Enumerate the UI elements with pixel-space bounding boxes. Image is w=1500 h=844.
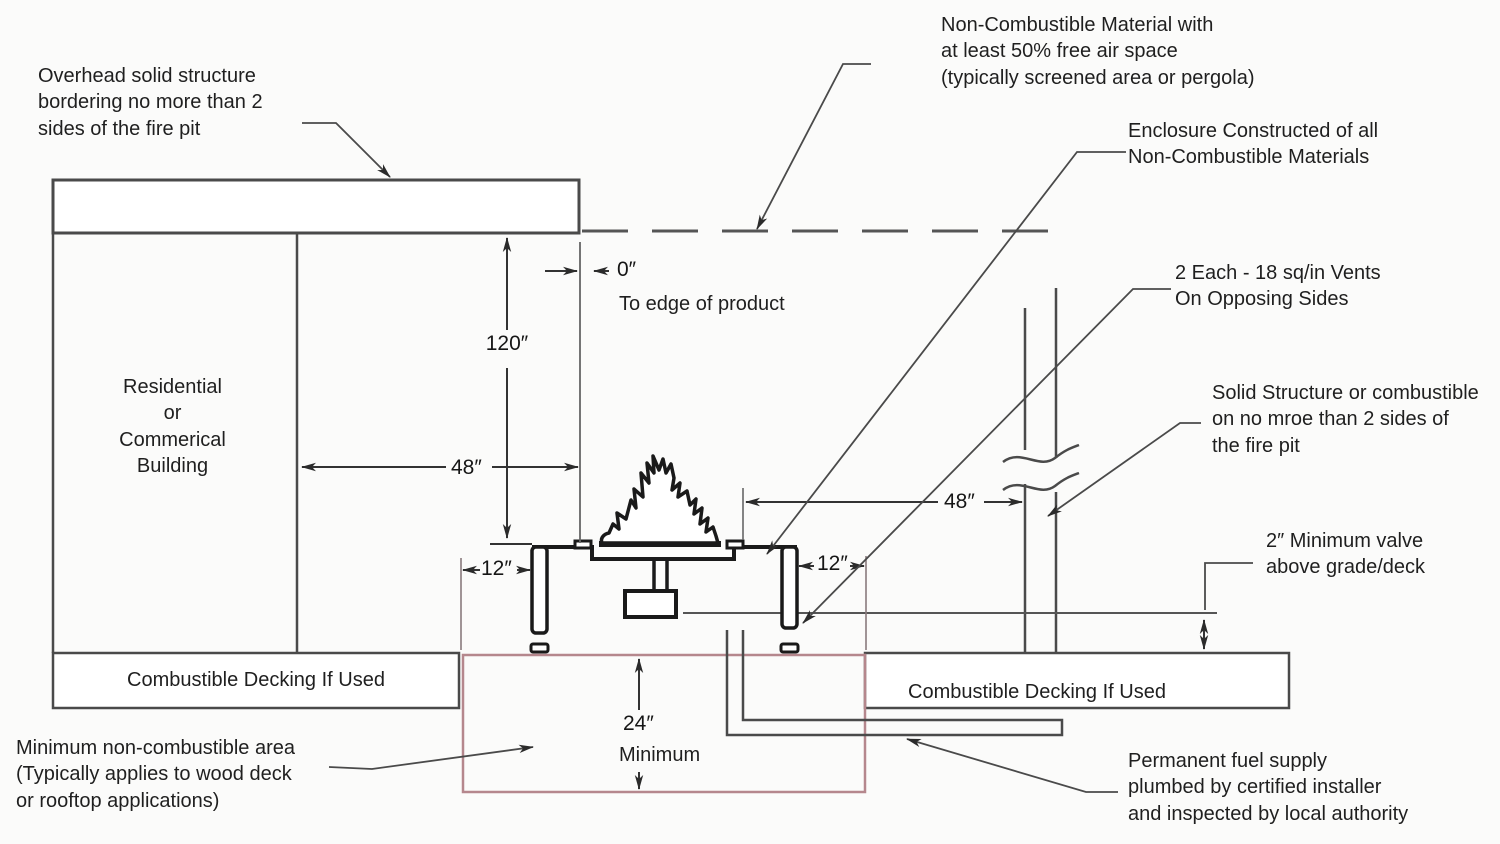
leader-screened bbox=[757, 64, 871, 229]
note-line: bordering no more than 2 bbox=[38, 91, 263, 114]
note-line: Non-Combustible Materials bbox=[1128, 146, 1370, 169]
dim-sublabel-24-minimum: Minimum bbox=[619, 744, 701, 766]
note-line: sides of the fire pit bbox=[38, 117, 201, 140]
note-noncombustible-area bbox=[16, 735, 295, 814]
note-line: at least 50% free air space bbox=[941, 40, 1178, 63]
dim-label-120: 120″ bbox=[485, 332, 529, 355]
note-line: and inspected by local authority bbox=[1128, 802, 1409, 825]
dim-label-0: 0″ bbox=[617, 258, 637, 281]
post-break-mark bbox=[1003, 445, 1079, 462]
note-line: Solid Structure or combustible bbox=[1212, 382, 1479, 404]
note-line: 2 Each - 18 sq/in Vents bbox=[1175, 262, 1381, 284]
burner-stem bbox=[654, 561, 667, 591]
burner-valve-box bbox=[625, 591, 676, 617]
note-line: Overhead solid structure bbox=[38, 65, 256, 87]
fire-pit-right-lip bbox=[727, 541, 743, 548]
note-line: (Typically applies to wood deck bbox=[16, 763, 292, 786]
note-line: plumbed by certified installer bbox=[1128, 776, 1382, 799]
fire-pit-left-lip bbox=[575, 541, 591, 548]
note-line: or rooftop applications) bbox=[16, 789, 220, 812]
leader-solid-structure bbox=[1048, 423, 1201, 516]
noncombustible-area-box bbox=[463, 655, 865, 792]
note-line: Building bbox=[136, 455, 209, 478]
note-screened-area bbox=[941, 12, 1255, 91]
note-line: Permanent fuel supply bbox=[1128, 750, 1328, 772]
decking-left-label: Combustible Decking If Used bbox=[127, 669, 385, 691]
note-line: the fire pit bbox=[1212, 434, 1300, 457]
fire-pit-right-leg bbox=[782, 547, 797, 628]
note-fuel-supply bbox=[1128, 748, 1408, 827]
note-line: or bbox=[163, 402, 182, 425]
leader-fuel-supply bbox=[907, 739, 1118, 792]
solid-structure-posts bbox=[1003, 288, 1079, 653]
building-label bbox=[85, 374, 260, 480]
leader-vents bbox=[803, 289, 1171, 623]
overhead-structure-beam bbox=[53, 180, 579, 233]
dim-sublabel-edge: To edge of product bbox=[619, 293, 785, 315]
note-valve bbox=[1266, 528, 1425, 581]
note-line: On Opposing Sides bbox=[1175, 288, 1349, 311]
dim-label-12-right: 12″ bbox=[817, 552, 848, 575]
leader-noncombustible-area bbox=[329, 747, 533, 769]
note-overhead-structure bbox=[38, 63, 263, 142]
fire-pit-left-leg bbox=[532, 547, 547, 633]
post-break-mark bbox=[1003, 473, 1079, 490]
dim-label-24: 24″ bbox=[623, 712, 654, 735]
note-line: Minimum non-combustible area bbox=[16, 737, 296, 759]
dim-120-clearance bbox=[490, 238, 532, 544]
dim-label-48-left: 48″ bbox=[451, 456, 482, 479]
note-line: Residential bbox=[123, 376, 222, 398]
leader-overhead bbox=[302, 123, 390, 177]
fire-pit-left-foot bbox=[531, 644, 548, 652]
note-line: on no mroe than 2 sides of bbox=[1212, 408, 1449, 431]
note-enclosure bbox=[1128, 118, 1378, 171]
note-line: Non-Combustible Material with bbox=[941, 14, 1214, 36]
fire-pit-right-foot bbox=[781, 644, 798, 652]
note-solid-structure bbox=[1212, 380, 1479, 459]
flame-icon bbox=[601, 456, 718, 543]
dim-0-edge bbox=[545, 242, 609, 330]
fire-pit bbox=[531, 456, 798, 652]
leader-valve bbox=[1205, 563, 1253, 610]
dim-label-12-left: 12″ bbox=[481, 557, 512, 580]
note-line: (typically screened area or pergola) bbox=[941, 66, 1255, 89]
note-line: above grade/deck bbox=[1266, 556, 1426, 579]
note-vents bbox=[1175, 260, 1381, 313]
fire-pit-top-frame bbox=[532, 547, 797, 559]
note-line: Enclosure Constructed of all bbox=[1128, 120, 1379, 142]
decking-right-label: Combustible Decking If Used bbox=[908, 681, 1166, 703]
note-line: 2″ Minimum valve bbox=[1266, 530, 1424, 552]
dim-label-48-right: 48″ bbox=[944, 490, 975, 513]
note-line: Commerical bbox=[119, 428, 226, 451]
